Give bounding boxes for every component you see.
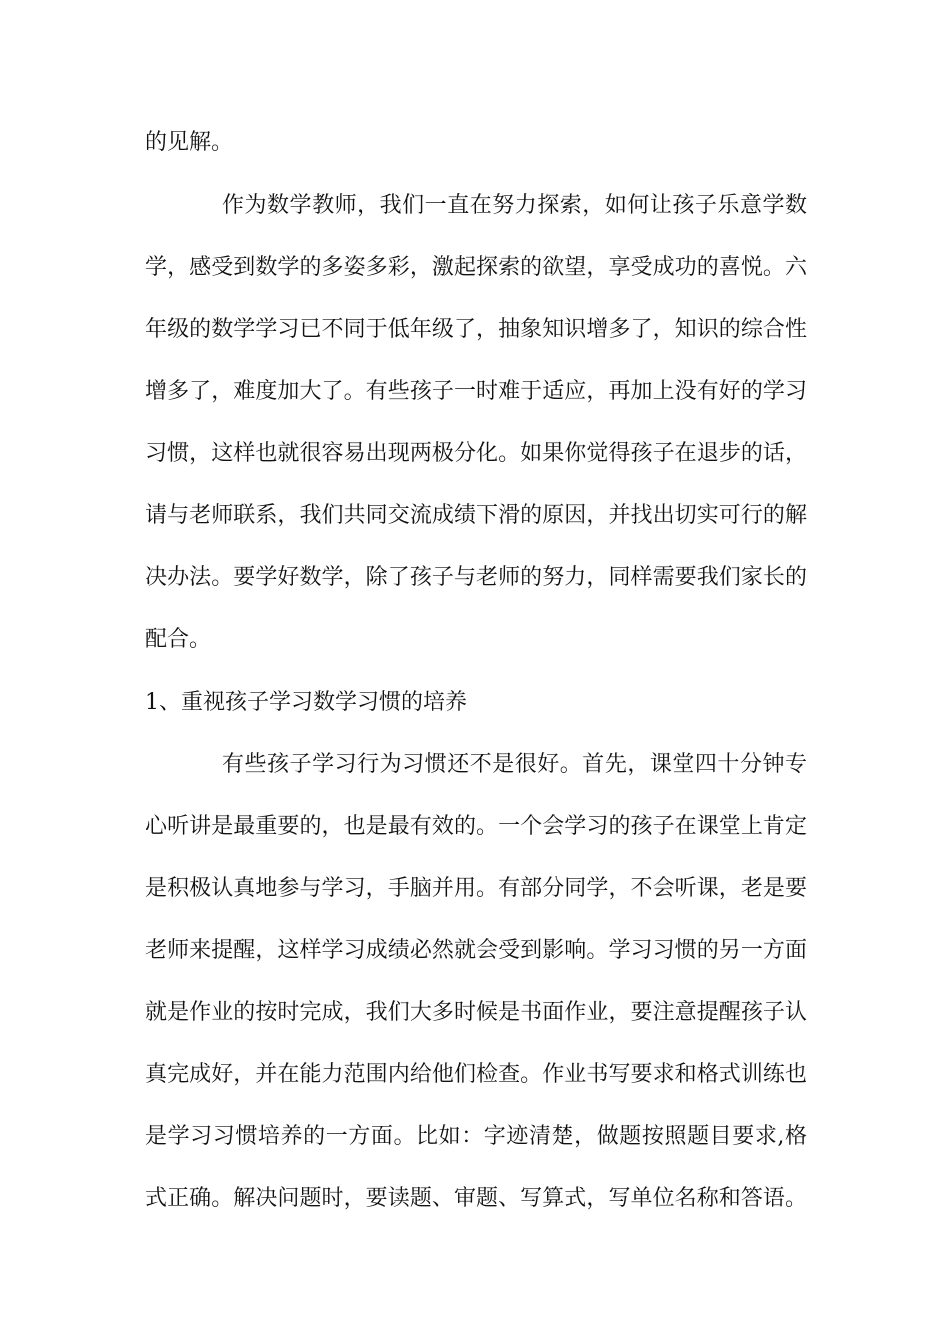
paragraph-line: 学，感受到数学的多姿多彩，激起探索的欲望，享受成功的喜悦。六 xyxy=(145,255,807,280)
section-heading: 1、重视孩子学习数学习惯的培养 xyxy=(145,690,467,715)
paragraph-line: 习惯，这样也就很容易出现两极分化。如果你觉得孩子在退步的话， xyxy=(145,441,807,466)
paragraph-line: 配合。 xyxy=(145,627,212,652)
paragraph-line: 作为数学教师，我们一直在努力探索，如何让孩子乐意学数 xyxy=(222,193,807,218)
paragraph-line: 真完成好，并在能力范围内给他们检查。作业书写要求和格式训练也 xyxy=(145,1062,807,1087)
paragraph-line: 心听讲是最重要的，也是最有效的。一个会学习的孩子在课堂上肯定 xyxy=(145,814,807,839)
paragraph-line: 决办法。要学好数学，除了孩子与老师的努力，同样需要我们家长的 xyxy=(145,565,807,590)
paragraph-line: 是学习习惯培养的一方面。比如：字迹清楚，做题按照题目要求,格 xyxy=(145,1124,807,1149)
paragraph-line: 请与老师联系，我们共同交流成绩下滑的原因，并找出切实可行的解 xyxy=(145,503,807,528)
paragraph-line: 就是作业的按时完成，我们大多时候是书面作业，要注意提醒孩子认 xyxy=(145,1000,807,1025)
paragraph-line: 是积极认真地参与学习，手脑并用。有部分同学，不会听课，老是要 xyxy=(145,876,807,901)
paragraph-line: 有些孩子学习行为习惯还不是很好。首先，课堂四十分钟专 xyxy=(222,752,807,777)
paragraph-line: 的见解。 xyxy=(145,130,234,155)
paragraph-line: 老师来提醒，这样学习成绩必然就会受到影响。学习习惯的另一方面 xyxy=(145,938,807,963)
paragraph-line: 式正确。解决问题时，要读题、审题、写算式，写单位名称和答语。 xyxy=(145,1186,807,1211)
paragraph-line: 年级的数学学习已不同于低年级了，抽象知识增多了，知识的综合性 xyxy=(145,317,807,342)
paragraph-line: 增多了，难度加大了。有些孩子一时难于适应，再加上没有好的学习 xyxy=(145,379,807,404)
